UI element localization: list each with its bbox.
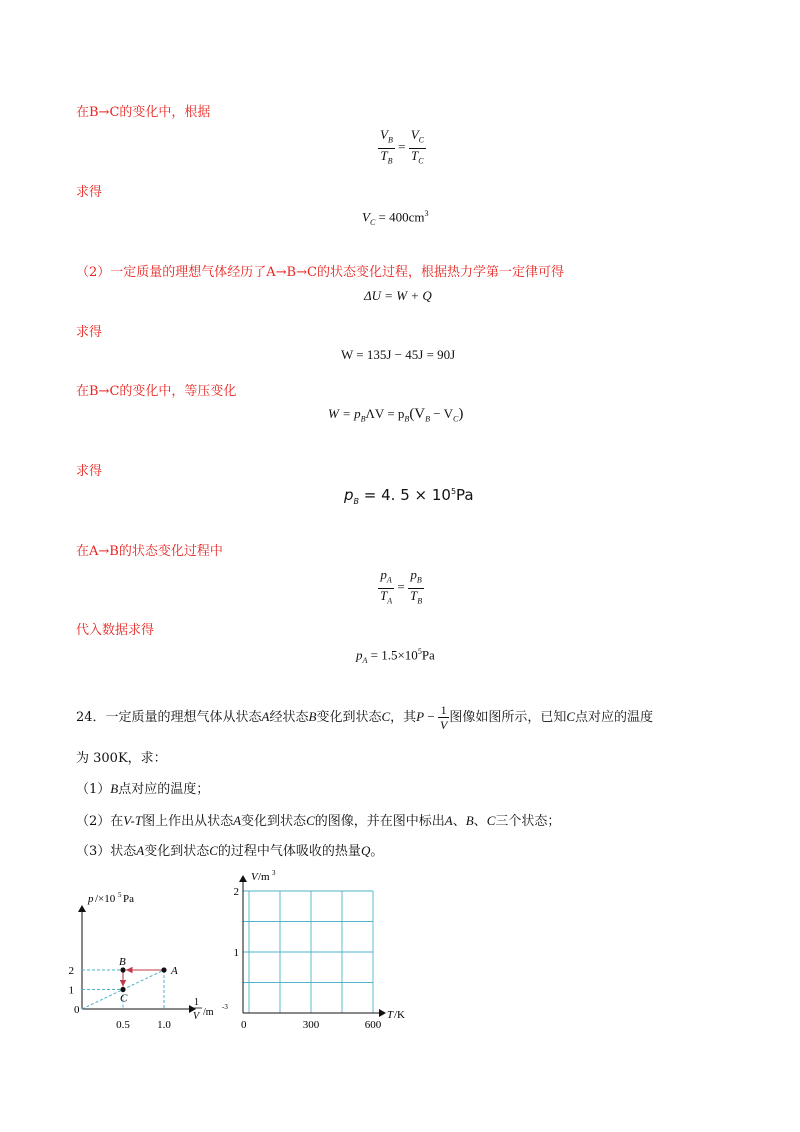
solution-result-label: 求得	[76, 464, 103, 479]
x-tick-label: 300	[302, 1019, 320, 1031]
x-axis-exponent: -3	[222, 1003, 228, 1011]
x-axis-label-num: 1	[194, 997, 199, 1008]
x-axis-unit: /K	[394, 1009, 405, 1021]
point-c	[120, 987, 125, 992]
y-axis-exponent: 3	[272, 869, 276, 877]
question-part2: （2）在V-T图上作出从状态A变化到状态C的图像，并在图中标出A、B、C三个状态；	[76, 813, 561, 829]
y-axis-unit: /m	[258, 871, 270, 883]
equation-w-pdv: $W = p_B\Lambda V = p_B(V_B - V_C)$	[328, 406, 464, 424]
x-tick-label: 0.5	[116, 1019, 130, 1031]
solution-ab-process: 在A→B的状态变化过程中	[76, 544, 223, 559]
equation-pa: $p_A = 1.5\times 10^5Pa$	[356, 647, 435, 665]
question-part1: （1）B点对应的温度；	[76, 781, 210, 797]
origin-label: 0	[241, 1019, 247, 1031]
point-label-c: C	[120, 992, 128, 1005]
point-b	[120, 967, 125, 972]
question-part3: （3）状态A变化到状态C的过程中气体吸收的热量Q。	[76, 843, 384, 859]
y-tick-label: 1	[233, 947, 239, 959]
v-t-chart	[225, 868, 420, 1033]
equation-pa-ta: $\frac{p_A}{T_A}$ = $\frac{p_B}{T_B}$	[380, 567, 423, 606]
x-tick-label: 600	[364, 1019, 382, 1031]
solution-substitute: 代入数据求得	[76, 623, 155, 638]
equation-vc: $V_C = 400cm^3$	[362, 209, 429, 227]
p-inverse-v-chart	[60, 888, 235, 1038]
y-tick-label: 1	[68, 984, 74, 997]
x-axis-label-den: V	[193, 1011, 200, 1022]
origin-label: 0	[74, 1004, 80, 1016]
x-axis-label: T	[387, 1009, 394, 1021]
y-axis-pa: Pa	[123, 893, 134, 905]
solution-isobaric: 在B→C的变化中，等压变化	[76, 384, 237, 399]
point-label-b: B	[119, 956, 126, 968]
y-tick-label: 2	[68, 965, 74, 977]
x-tick-label: 1.0	[157, 1019, 171, 1031]
solution-result-label: 求得	[76, 325, 103, 340]
solution-result-label: 求得	[76, 185, 103, 200]
question-stem: 24．一定质量的理想气体从状态A经状态B变化到状态C，其P − $\frac{1}{V}$ 图像如图所示，已知C点对应的温度	[76, 703, 654, 732]
equation-pb: $p_B = 4$. $5 \times 10^5Pa$	[344, 486, 474, 506]
solution-part2: （2）一定质量的理想气体经历了A→B→C的状态变化过程，根据热力学第一定律可得	[76, 265, 564, 280]
solution-line-bc: 在B→C的变化中，根据	[76, 105, 211, 120]
point-label-a: A	[171, 965, 178, 977]
x-axis-unit: /m	[203, 1007, 214, 1018]
question-stem-line2: 为 300K，求：	[76, 751, 167, 766]
y-tick-label: 2	[233, 886, 239, 898]
equation-vb-tb: $\frac{V_B}{T_B}$ = $\frac{V_C}{T_C}$	[380, 127, 424, 166]
equation-work: W = 135J − 45J = 90J	[341, 347, 456, 362]
y-axis-label: V	[251, 871, 258, 883]
point-a	[161, 967, 166, 972]
equation-first-law: ΔU = W + Q	[364, 288, 432, 303]
y-axis-exponent: 5	[118, 891, 122, 899]
y-axis-label: p	[88, 893, 94, 905]
y-axis-unit: /×10	[95, 893, 116, 905]
